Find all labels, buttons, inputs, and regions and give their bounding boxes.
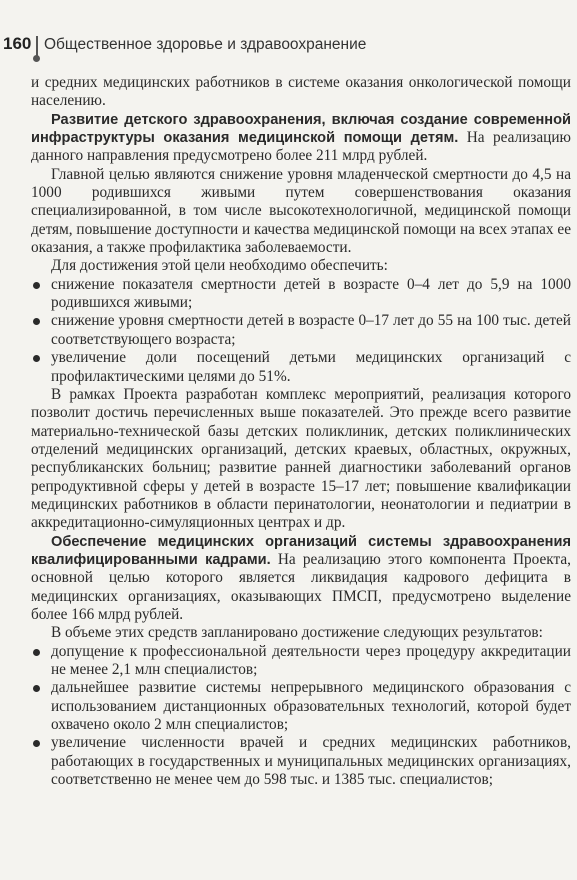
paragraph-staffing — [31, 533, 571, 625]
paragraph-child-health-text: На реализацию данного направления предусмотрено более 211 млрд рублей. — [31, 129, 571, 165]
list-item: увеличение доли посещений детьми медицинских организаций с профилактическими целями до 51%. — [31, 349, 571, 386]
results-list — [31, 643, 571, 790]
list-item: снижение уровня смертности детей в возрасте 0–17 лет до 55 на 100 тыс. детей соответствующего возраста; — [31, 312, 571, 349]
paragraph-planned-results: В объеме этих средств запланировано достижение следующих результатов: — [51, 624, 543, 642]
paragraph-project-measures: В рамках Проекта разработан комплекс мероприятий, реализация которого позволит достичь перечисленных выше показателей. Это прежде всего развитие материально-технической базы детских поликлиник, детских поликлинических отделений медицинских организаций, детских краевых, областных, окружных, республиканских больниц; развитие ранней диагностики заболеваний органов репродуктивной сферы у детей в возрасте 15–17 лет; повышение квалификации медицинских работников в области перинатологии, неонатологии и педиатрии в аккредитационно-симуляционных центрах и др. — [31, 385, 571, 532]
paragraph-to-achieve: Для достижения этой цели необходимо обеспечить: — [51, 257, 388, 275]
section-heading-staffing: Обеспечение медицинских организаций системы здравоохранения квалифицированными кадрами. — [31, 533, 571, 568]
section-heading-child-health: Развитие детского здравоохранения, включая создание современной инфраструктуры оказания медицинской помощи детям. — [31, 111, 571, 147]
paragraph-child-health — [31, 111, 571, 166]
list-item: дальнейшее развитие системы непрерывного медицинского образования с использованием дистанционных образовательных технологий, которой будет охвачено около 2 млн специалистов; — [31, 679, 571, 734]
list-item: допущение к профессиональной деятельности через процедуру аккредитации не менее 2,1 млн специалистов; — [31, 643, 571, 680]
paragraph-main-goal: Главной целью являются снижение уровня младенческой смертности до 4,5 на 1000 родившихся живыми путем совершенствования оказания специализированной, в том числе высокотехнологичной, медицинской помощи детям, повышение доступности и качества медицинской помощи на всех этапах ее оказания, а также профилактика заболеваемости. — [31, 165, 571, 257]
header-dot-ornament — [33, 55, 40, 62]
header-divider — [36, 36, 38, 57]
list-item: увеличение численности врачей и средних медицинских работников, работающих в государственных и муниципальных медицинских организациях, соответственно не менее чем до 598 тыс. и 1385 тыс. специалистов; — [31, 734, 571, 789]
page-number: 160 — [3, 34, 32, 53]
page-header — [0, 34, 577, 62]
page-body — [31, 74, 571, 789]
running-title: Общественное здоровье и здравоохранение — [44, 36, 367, 53]
goals-list — [31, 276, 571, 386]
list-item: снижение показателя смертности детей в возрасте 0–4 лет до 5,9 на 1000 родившихся живыми; — [31, 276, 571, 313]
paragraph-continuation: и средних медицинских работников в системе оказания онкологической помощи населению. — [31, 74, 571, 110]
paragraph-staffing-text: На реализацию этого компонента Проекта, основной целью которого является ликвидация кадрового дефицита в медицинских организациях, оказывающих ПМСП, предусмотрено выделение более 166 млрд рублей. — [31, 550, 571, 623]
